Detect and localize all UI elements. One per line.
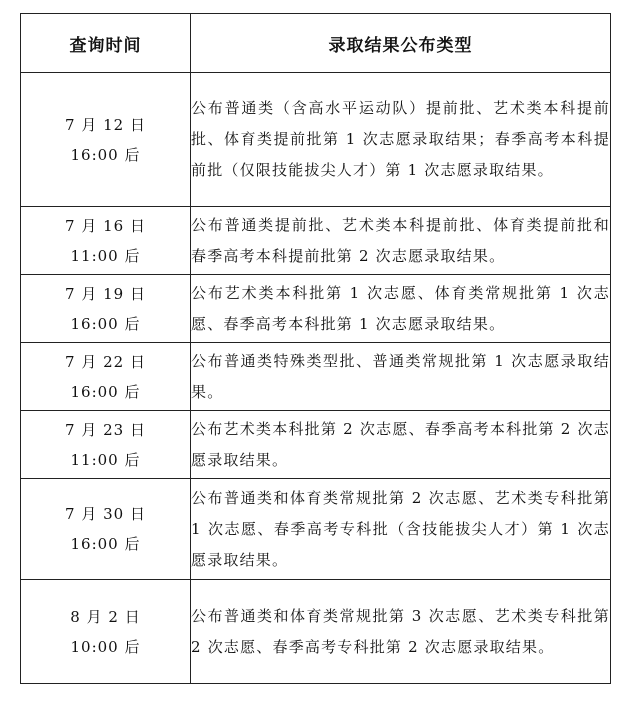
result-type-description: 公布艺术类本科批第 2 次志愿、春季高考本科批第 2 次志愿录取结果。 (191, 411, 611, 479)
header-result-type: 录取结果公布类型 (191, 14, 611, 73)
query-hour: 16:00 后 (70, 314, 141, 333)
result-type-description: 公布普通类特殊类型批、普通类常规批第 1 次志愿录取结果。 (191, 343, 611, 411)
header-query-time: 查询时间 (21, 14, 191, 73)
table-row (21, 73, 611, 207)
table-row (21, 275, 611, 343)
query-hour: 11:00 后 (70, 246, 141, 265)
query-hour: 11:00 后 (70, 450, 141, 469)
query-date: 7 月 30 日 (65, 505, 146, 523)
result-type-description: 公布普通类和体育类常规批第 2 次志愿、艺术类专科批第 1 次志愿、春季高考专科批（含技能拔尖人才）第 1 次志愿录取结果。 (191, 479, 611, 580)
query-hour: 16:00 后 (70, 535, 141, 553)
query-date: 7 月 12 日 (65, 115, 146, 134)
query-date: 8 月 2 日 (70, 607, 141, 626)
result-type-description: 公布普通类（含高水平运动队）提前批、艺术类本科提前批、体育类提前批第 1 次志愿录取结果；春季高考本科提前批（仅限技能拔尖人才）第 1 次志愿录取结果。 (191, 73, 611, 207)
admission-results-schedule-table (20, 13, 611, 684)
query-time-cell (21, 479, 191, 580)
query-date: 7 月 22 日 (65, 352, 146, 371)
table-row (21, 343, 611, 411)
query-time-cell (21, 411, 191, 479)
result-type-description: 公布艺术类本科批第 1 次志愿、体育类常规批第 1 次志愿、春季高考本科批第 1 次志愿录取结果。 (191, 275, 611, 343)
table-row (21, 580, 611, 684)
query-time-cell (21, 580, 191, 684)
result-type-description: 公布普通类和体育类常规批第 3 次志愿、艺术类专科批第 2 次志愿、春季高考专科批第 2 次志愿录取结果。 (191, 580, 611, 684)
table-row (21, 479, 611, 580)
table-row (21, 207, 611, 275)
query-date: 7 月 23 日 (65, 420, 146, 439)
table-header-row (21, 14, 611, 73)
query-time-cell (21, 275, 191, 343)
query-time-cell (21, 207, 191, 275)
query-hour: 16:00 后 (70, 145, 141, 164)
result-type-description: 公布普通类提前批、艺术类本科提前批、体育类提前批和春季高考本科提前批第 2 次志愿录取结果。 (191, 207, 611, 275)
query-date: 7 月 19 日 (65, 284, 146, 303)
query-date: 7 月 16 日 (65, 216, 146, 235)
query-time-cell (21, 343, 191, 411)
query-hour: 16:00 后 (70, 382, 141, 401)
query-time-cell (21, 73, 191, 207)
query-hour: 10:00 后 (70, 637, 141, 656)
table-row (21, 411, 611, 479)
